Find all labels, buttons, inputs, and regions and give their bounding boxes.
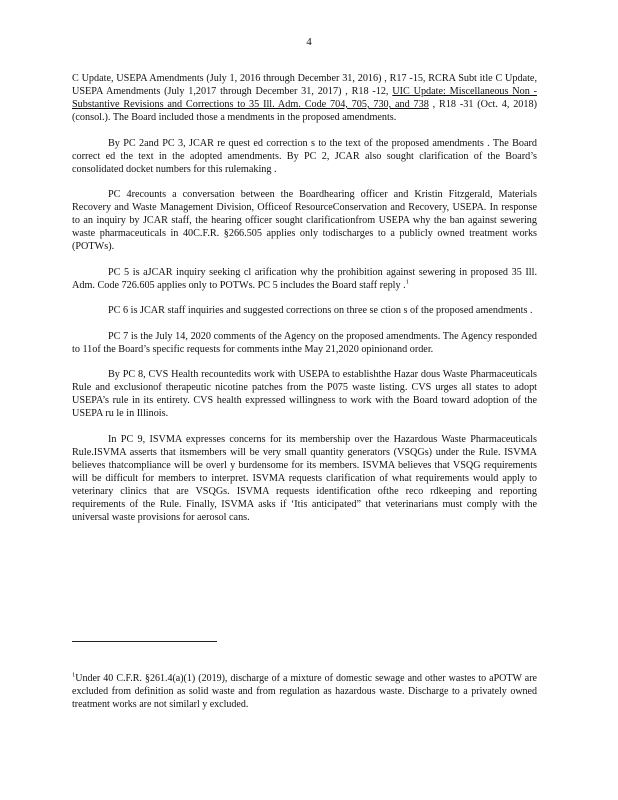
paragraph-1-text-b: , R18 -31 (Oct. 4, 2018) (consol.). The Board included those a mendments in the proposed amendments. [72, 99, 537, 123]
footnote-divider [72, 641, 217, 642]
paragraph-4 [72, 266, 537, 292]
footnote-text: Under 40 C.F.R. §261.4(a)(1) (2019), discharge of a mixture of domestic sewage and other wastes to aPOTW are excluded from definition as solid waste and from regulation as hazardous waste. Discharge to a privately owned treatment works are not similarl y excluded. [72, 673, 537, 710]
footnote-reference: 1 [405, 278, 409, 286]
paragraph-6: PC 7 is the July 14, 2020 comments of the Agency on the proposed amendments. The Agency responded to 11of the Board’s specific requests for comments inthe May 21,2020 opinionand order. [72, 330, 537, 355]
paragraph-7: By PC 8, CVS Health recountedits work with USEPA to establishthe Hazar dous Waste Pharmaceuticals Rule and exclusionof therapeutic nicotine patches from the P075 waste listing. CVS urges all states to adopt USEPA’s rule in its entirety. CVS health expressed willingness to work with the Board toward adoption of the USEPA ru le in Illinois. [72, 369, 537, 419]
paragraph-5: PC 6 is JCAR staff inquiries and suggested corrections on three se ction s of the proposed amendments . [108, 305, 533, 316]
page-number: 4 [306, 36, 312, 48]
paragraph-3: PC 4recounts a conversation between the Boardhearing officer and Kristin Fitzgerald, Materials Recovery and Waste Management Division, Officeof ResourceConservation and Recovery, USEPA. In response to an inquiry by JCAR staff, the hearing officer sought clarificationfrom USEPA why the ban against sewering waste pharmaceuticals in 40C.F.R. §266.505 applies only todischarges to a publicly owned treatment works (POTWs). [72, 189, 537, 252]
paragraph-4-text: PC 5 is aJCAR inquiry seeking cl arification why the prohibition against sewering in proposed 35 Ill. Adm. Code 726.605 applies only to POTWs. PC 5 includes the Board staff reply . [72, 266, 537, 291]
paragraph-2: By PC 2and PC 3, JCAR re quest ed correction s to the text of the proposed amendments . The Board correct ed the text in the adopted amendments. By PC 2, JCAR also sought clarification of the Board’s consolidated docket numbers for this rulemaking . [72, 137, 537, 175]
paragraph-1 [72, 72, 537, 124]
document-body [72, 72, 537, 536]
paragraph-1-text-a: C Update, USEPA Amendments (July 1, 2016 through December 31, 2016) , R17 -15, RCRA Subt itle C Update, USEPA Amendments (July 1,2017 through December 31, 2017) , R18 -12, [72, 73, 537, 97]
footnote-mark: 1 [72, 671, 76, 679]
paragraph-8: In PC 9, ISVMA expresses concerns for its membership over the Hazardous Waste Pharmaceuticals Rule.ISVMA asserts that itsmembers will be very small quantity generators (VSQGs) under the Rule. ISVMA believes thatcompliance will be overl y burdensome for its members. ISVMA believes that VSQG requirements will be difficult for members to interpret. ISVMA requests clarification of what requirements would apply to veterinary clinics that are VSQGs. ISVMA requests identification ofthe reco rdkeeping and reporting requirements of the Rule. Finally, ISVMA asks if ‘Itis anticipated” that veterinarians must comply with the universal waste provisions for aerosol cans. [72, 433, 537, 523]
paragraph-1-underlined-citation: UIC Update: Miscellaneous Non -Substantive Revisions and Corrections to 35 Ill. Adm. Code 704, 705, 730, and 738 [72, 86, 538, 110]
footnote [72, 672, 537, 711]
